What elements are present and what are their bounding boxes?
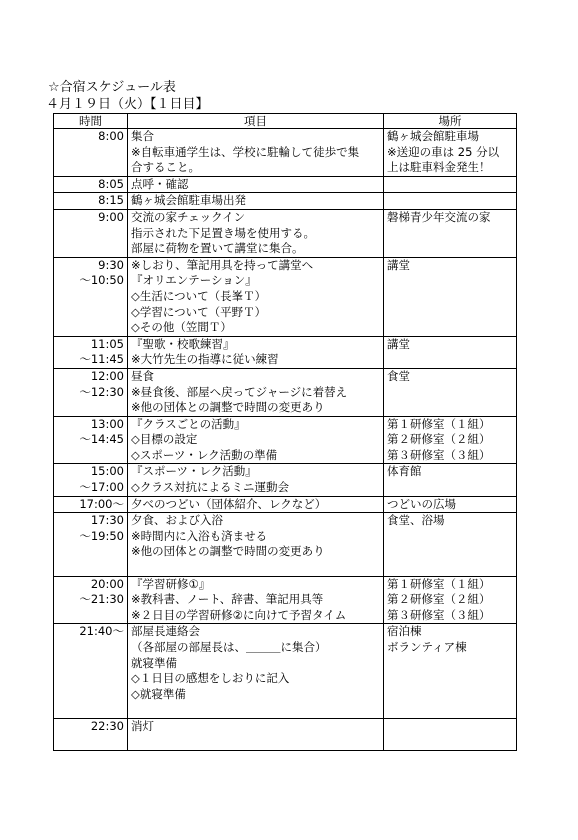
place-cell <box>384 464 517 496</box>
time-line: ～17:00 <box>79 480 124 495</box>
place-line: 第２研修室（２組） <box>387 432 491 447</box>
schedule-row <box>54 496 517 513</box>
item-line: ◇１日目の感想をしおりに記入 <box>131 671 290 686</box>
item-cell <box>128 129 384 177</box>
place-line: 第３研修室（３組） <box>387 607 491 622</box>
time-cell <box>54 336 128 368</box>
place-cell <box>384 624 517 719</box>
schedule-row <box>54 718 517 750</box>
item-cell <box>128 193 384 210</box>
header-item: 項目 <box>128 114 384 129</box>
item-cell <box>128 464 384 496</box>
item-line: 昼食 <box>131 368 154 383</box>
time-line: 20:00 <box>90 576 124 591</box>
time-cell <box>54 496 128 513</box>
time-line: 11:05 <box>90 336 124 351</box>
time-line: 17:30 <box>90 513 124 528</box>
place-line: 宿泊棟 <box>387 624 422 639</box>
time-line: 9:30 <box>98 257 124 272</box>
item-line: ◇目標の設定 <box>131 432 198 447</box>
item-line <box>131 735 380 751</box>
item-cell <box>128 368 384 416</box>
time-cell <box>54 624 128 719</box>
schedule-row <box>54 576 517 624</box>
place-cell <box>384 209 517 257</box>
item-line: ※昼食後、部屋へ戻ってジャージに着替え <box>131 384 348 399</box>
time-line: 8:15 <box>98 193 124 208</box>
header-place: 場所 <box>384 114 517 129</box>
item-cell <box>128 336 384 368</box>
time-line: 12:00 <box>90 368 124 383</box>
item-line: 就寝準備 <box>131 655 177 670</box>
time-line: 9:00 <box>98 209 124 224</box>
place-cell <box>384 193 517 210</box>
item-line: ◇生活について（長峯Ｔ） <box>131 288 267 303</box>
item-line: ◇学習について（平野Ｔ） <box>131 304 267 319</box>
place-line: 食堂、浴場 <box>387 513 445 528</box>
time-line: 13:00 <box>90 416 124 431</box>
item-line: 『学習研修①』 <box>131 576 211 591</box>
place-line: 磐梯青少年交流の家 <box>387 209 491 224</box>
place-line: 講堂 <box>387 336 410 351</box>
item-line: 『聖歌・校歌練習』 <box>131 336 235 351</box>
time-line: 21:40～ <box>79 624 124 639</box>
item-cell <box>128 209 384 257</box>
place-line: 食堂 <box>387 368 410 383</box>
time-line: ～14:45 <box>79 432 124 447</box>
item-line: 部屋長連絡会 <box>131 624 200 639</box>
place-line: 第２研修室（２組） <box>387 592 491 607</box>
item-line: ※大竹先生の指導に従い練習 <box>131 352 279 367</box>
item-line: ◇スポーツ・レク活動の準備 <box>131 447 278 462</box>
item-line: 鶴ヶ城会館駐車場出発 <box>131 193 246 208</box>
time-cell <box>54 576 128 624</box>
item-line: ※時間内に入浴も済ませる <box>131 528 268 543</box>
schedule-row <box>54 513 517 576</box>
item-line: 指示された下足置き場を使用する。 <box>131 225 315 240</box>
item-line: ※他の団体との調整で時間の変更あり <box>131 544 325 559</box>
schedule-row <box>54 129 517 177</box>
schedule-row <box>54 416 517 464</box>
place-line: 第３研修室（３組） <box>387 447 491 462</box>
item-line: 点呼・確認 <box>131 176 189 191</box>
place-line: 第１研修室（１組） <box>387 416 491 431</box>
schedule-table <box>53 113 517 751</box>
place-cell <box>384 513 517 576</box>
item-line: ◇就寝準備 <box>131 686 186 701</box>
time-cell <box>54 368 128 416</box>
header-time: 時間 <box>54 114 128 129</box>
time-cell <box>54 129 128 177</box>
time-line: 22:30 <box>90 718 124 733</box>
item-line: ※自転車通学生は、学校に駐輪して徒歩で集 <box>131 144 360 159</box>
time-line: 8:05 <box>98 176 124 191</box>
item-line: 夕食、および入浴 <box>131 513 223 528</box>
schedule-row <box>54 193 517 210</box>
day-heading: ４月１９日（火）【１日目】 <box>46 97 209 112</box>
place-cell <box>384 416 517 464</box>
place-line: 講堂 <box>387 257 410 272</box>
item-line: （各部屋の部屋長は、＿＿＿に集合） <box>131 640 327 654</box>
item-cell <box>128 576 384 624</box>
time-cell <box>54 416 128 464</box>
item-line: 集合 <box>131 129 154 143</box>
schedule-row <box>54 464 517 496</box>
time-cell <box>54 718 128 750</box>
time-line: ～21:30 <box>79 592 124 607</box>
item-line <box>131 560 380 576</box>
item-cell <box>128 496 384 513</box>
item-line: ◇クラス対抗によるミニ運動会 <box>131 480 289 495</box>
time-line: 8:00 <box>98 129 124 143</box>
item-line: ※しおり、筆記用具を持って講堂へ <box>131 257 314 272</box>
item-line: ※他の団体との調整で時間の変更あり <box>131 400 325 415</box>
item-cell <box>128 624 384 719</box>
time-cell <box>54 193 128 210</box>
item-line: ※２日目の学習研修②に向けて予習タイム <box>131 607 347 622</box>
item-line: 部屋に荷物を置いて講堂に集合。 <box>131 241 304 256</box>
item-cell <box>128 176 384 193</box>
item-line: 『オリエンテーション』 <box>131 273 257 288</box>
place-line: ※送迎の車は 25 分以 <box>387 144 500 159</box>
place-cell <box>384 496 517 513</box>
time-cell <box>54 176 128 193</box>
schedule-row <box>54 336 517 368</box>
item-cell <box>128 513 384 576</box>
item-line: ◇その他（笠間Ｔ） <box>131 320 232 335</box>
time-line: ～12:30 <box>79 384 124 399</box>
time-line: ～11:45 <box>79 352 124 367</box>
place-cell <box>384 176 517 193</box>
item-cell <box>128 416 384 464</box>
place-cell <box>384 129 517 177</box>
time-cell <box>54 257 128 336</box>
place-line: 上は駐車料金発生！ <box>387 160 491 175</box>
place-line: 鶴ヶ城会館駐車場 <box>387 129 479 143</box>
schedule-row <box>54 176 517 193</box>
item-line: 夕べのつどい（団体紹介、レクなど） <box>131 496 327 511</box>
time-line: 15:00 <box>90 464 124 479</box>
place-line: 第１研修室（１組） <box>387 576 491 591</box>
place-cell <box>384 576 517 624</box>
header-row <box>54 114 517 129</box>
item-line: 合すること。 <box>131 160 200 175</box>
time-line: ～19:50 <box>79 528 124 543</box>
item-cell <box>128 257 384 336</box>
place-cell <box>384 257 517 336</box>
schedule-row <box>54 257 517 336</box>
schedule-row <box>54 624 517 719</box>
item-line <box>131 702 380 718</box>
item-line: 交流の家チェックイン <box>131 209 246 224</box>
schedule-row <box>54 368 517 416</box>
place-line: 体育館 <box>387 464 422 479</box>
time-cell <box>54 464 128 496</box>
time-cell <box>54 513 128 576</box>
place-cell <box>384 718 517 750</box>
place-cell <box>384 336 517 368</box>
item-line: 『クラスごとの活動』 <box>131 416 246 431</box>
place-line: つどいの広場 <box>387 496 456 511</box>
item-cell <box>128 718 384 750</box>
time-line: ～10:50 <box>79 273 124 288</box>
item-line: 『スポーツ・レク活動』 <box>131 464 257 479</box>
time-cell <box>54 209 128 257</box>
schedule-row <box>54 209 517 257</box>
item-line: 消灯 <box>131 718 154 733</box>
schedule-title: ☆合宿スケジュール表 <box>48 80 176 95</box>
place-line: ボランティア棟 <box>387 640 467 654</box>
item-line: ※教科書、ノート、辞書、筆記用具等 <box>131 592 324 607</box>
place-cell <box>384 368 517 416</box>
time-line: 17:00～ <box>79 496 124 511</box>
